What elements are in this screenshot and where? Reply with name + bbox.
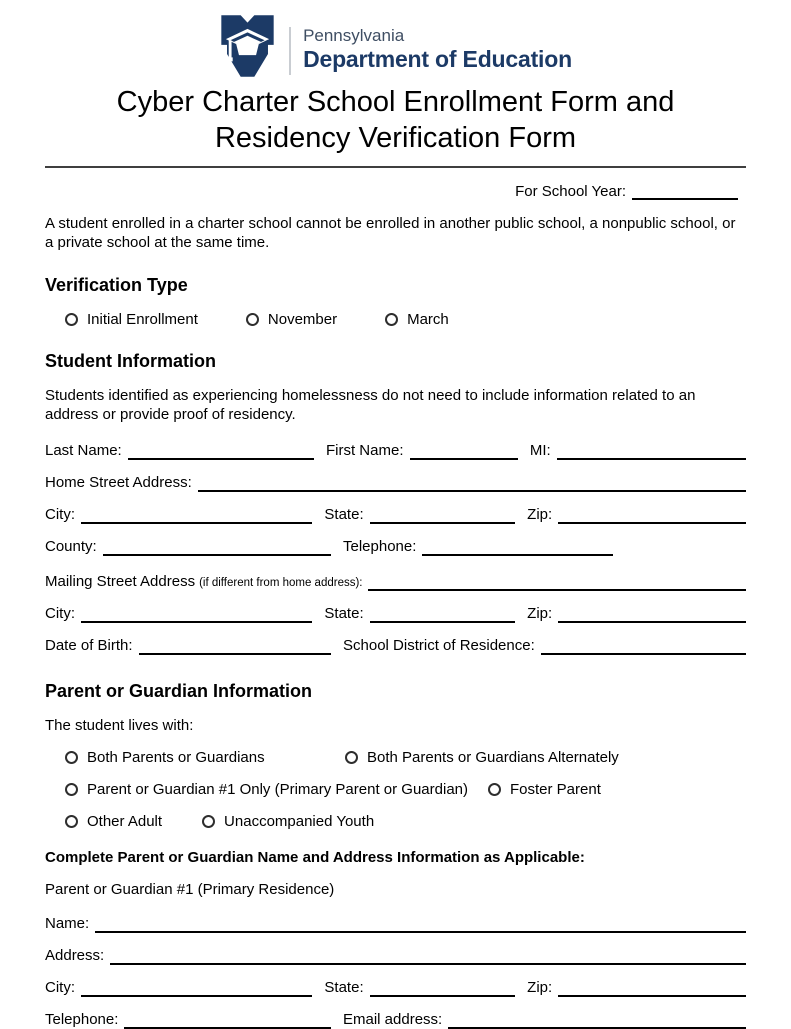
city-input[interactable]	[81, 505, 312, 524]
mailing-street-row	[45, 572, 746, 591]
school-district-of-residence-input[interactable]	[541, 636, 746, 655]
option-label: Both Parents or Guardians Alternately	[367, 749, 619, 766]
option-label: March	[407, 311, 449, 328]
homelessness-note: Students identified as experiencing homelessness do not need to include information related to an address or provide proof of residency.	[45, 387, 696, 423]
pg1-zip-input[interactable]	[558, 978, 746, 997]
pg1-state-input[interactable]	[370, 978, 516, 997]
section-verification-type: Verification Type	[45, 275, 188, 295]
mailing-street-address-input[interactable]	[368, 572, 747, 591]
home-street-row	[45, 473, 746, 492]
radio-parent-guardian-1-only[interactable]	[65, 783, 78, 796]
email-label: Email address:	[343, 1011, 443, 1028]
logo-text	[303, 13, 572, 72]
option-label: November	[267, 311, 338, 328]
lives-with-label: The student lives with:	[45, 717, 194, 734]
option-march[interactable]	[385, 311, 449, 328]
pg1-city-state-zip-row	[45, 978, 746, 997]
mailing-zip-input[interactable]	[558, 604, 746, 623]
pg1-telephone-email-row	[45, 1010, 746, 1029]
last-name-input[interactable]	[128, 441, 314, 460]
zip-label: Zip:	[527, 605, 553, 622]
city-field	[45, 505, 312, 524]
city-label: City:	[45, 605, 75, 622]
dob-field	[45, 636, 331, 655]
option-foster-parent[interactable]	[488, 781, 601, 798]
radio-foster-parent[interactable]	[488, 783, 501, 796]
home-city-state-zip-row	[45, 505, 746, 524]
pg1-email-field	[343, 1010, 746, 1029]
form-title	[45, 84, 746, 156]
pg1-city-input[interactable]	[81, 978, 312, 997]
lives-with-row-1	[65, 749, 746, 766]
logo-state-name: Pennsylvania	[303, 26, 405, 45]
lives-with-row-3	[65, 813, 746, 830]
mailing-street-label: Mailing Street Address	[45, 573, 196, 590]
logo-divider	[289, 27, 291, 75]
pg1-name-field	[45, 914, 746, 933]
pg1-telephone-field	[45, 1010, 331, 1029]
zip-label: Zip:	[527, 506, 553, 523]
radio-november[interactable]	[246, 313, 259, 326]
pg1-address-field	[45, 946, 746, 965]
radio-initial-enrollment[interactable]	[65, 313, 78, 326]
mailing-state-input[interactable]	[370, 604, 516, 623]
zip-label: Zip:	[527, 979, 553, 996]
option-november[interactable]	[246, 311, 337, 328]
state-label: State:	[324, 979, 364, 996]
state-field	[324, 505, 515, 524]
state-input[interactable]	[370, 505, 516, 524]
telephone-input[interactable]	[422, 537, 613, 556]
district-label: School District of Residence:	[343, 637, 535, 654]
telephone-label: Telephone:	[45, 1011, 119, 1028]
option-both-parents[interactable]	[65, 749, 345, 766]
section-student-information: Student Information	[45, 351, 216, 371]
first-name-input[interactable]	[410, 441, 518, 460]
pg1-state-field	[324, 978, 515, 997]
option-other-adult[interactable]	[65, 813, 162, 830]
date-of-birth-input[interactable]	[139, 636, 331, 655]
pg1-telephone-input[interactable]	[124, 1010, 331, 1029]
pg1-zip-field	[527, 978, 746, 997]
mailing-zip-field	[527, 604, 746, 623]
pg1-name-input[interactable]	[95, 914, 746, 933]
address-label: Address:	[45, 947, 105, 964]
complete-info-heading: Complete Parent or Guardian Name and Address Information as Applicable:	[45, 849, 585, 866]
home-street-address-input[interactable]	[198, 473, 746, 492]
option-label: Other Adult	[87, 813, 163, 830]
logo-agency-name: Department of Education	[303, 46, 572, 72]
lives-with-row-2	[65, 781, 746, 798]
form-title-line1: Cyber Charter School Enrollment Form and	[116, 86, 675, 118]
state-label: State:	[324, 506, 364, 523]
radio-both-parents-alternately[interactable]	[345, 751, 358, 764]
option-label: Both Parents or Guardians	[87, 749, 265, 766]
school-year-row	[45, 183, 746, 200]
pg1-address-row	[45, 946, 746, 965]
pg1-label: Parent or Guardian #1 (Primary Residence)	[45, 881, 335, 898]
name-label: Name:	[45, 915, 90, 932]
county-telephone-row	[45, 537, 746, 556]
intro-paragraph: A student enrolled in a charter school cannot be enrolled in another public school, a nonpublic school, or a private school at the same time.	[45, 215, 736, 251]
state-label: State:	[324, 605, 364, 622]
keystone-graduation-cap-icon	[219, 13, 276, 79]
mi-input[interactable]	[557, 441, 746, 460]
option-label: Unaccompanied Youth	[224, 813, 375, 830]
option-parent-guardian-1-only[interactable]	[65, 781, 468, 798]
home-street-field	[45, 473, 746, 492]
first-name-label: First Name:	[325, 442, 404, 459]
first-name-field	[326, 441, 518, 460]
option-unaccompanied-youth[interactable]	[202, 813, 374, 830]
pde-logo	[45, 0, 746, 79]
last-name-field	[45, 441, 314, 460]
option-label: Foster Parent	[510, 781, 601, 798]
school-year-input[interactable]	[632, 183, 738, 200]
telephone-field	[343, 537, 613, 556]
mailing-street-note: (if different from home address):	[199, 577, 363, 589]
home-street-label: Home Street Address:	[45, 474, 192, 491]
school-year-label: For School Year:	[515, 183, 626, 200]
verification-options-row	[65, 311, 746, 328]
mailing-street-field	[45, 572, 746, 591]
mailing-city-field	[45, 604, 312, 623]
dob-label: Date of Birth:	[45, 637, 133, 654]
mi-label: MI:	[529, 442, 551, 459]
pg1-name-row	[45, 914, 746, 933]
pg1-city-field	[45, 978, 312, 997]
option-label: Parent or Guardian #1 Only (Primary Parent or Guardian)	[87, 781, 468, 798]
city-label: City:	[45, 979, 75, 996]
last-name-label: Last Name:	[45, 442, 122, 459]
student-name-row	[45, 441, 746, 460]
city-label: City:	[45, 506, 75, 523]
pg1-address-input[interactable]	[110, 946, 746, 965]
radio-both-parents[interactable]	[65, 751, 78, 764]
zip-field	[527, 505, 746, 524]
district-field	[343, 636, 746, 655]
zip-input[interactable]	[558, 505, 746, 524]
mailing-city-input[interactable]	[81, 604, 312, 623]
mailing-city-state-zip-row	[45, 604, 746, 623]
county-label: County:	[45, 538, 97, 555]
mi-field	[530, 441, 746, 460]
county-field	[45, 537, 331, 556]
mailing-state-field	[324, 604, 515, 623]
form-title-line2: Residency Verification Form	[214, 122, 577, 154]
option-initial-enrollment[interactable]	[65, 311, 198, 328]
pg1-email-input[interactable]	[448, 1010, 746, 1029]
dob-district-row	[45, 636, 746, 655]
radio-other-adult[interactable]	[65, 815, 78, 828]
radio-march[interactable]	[385, 313, 398, 326]
title-divider	[45, 166, 746, 168]
option-both-parents-alternately[interactable]	[345, 749, 619, 766]
radio-unaccompanied-youth[interactable]	[202, 815, 215, 828]
section-parent-guardian: Parent or Guardian Information	[45, 681, 313, 701]
telephone-label: Telephone:	[343, 538, 417, 555]
county-input[interactable]	[103, 537, 331, 556]
option-label: Initial Enrollment	[87, 311, 198, 328]
